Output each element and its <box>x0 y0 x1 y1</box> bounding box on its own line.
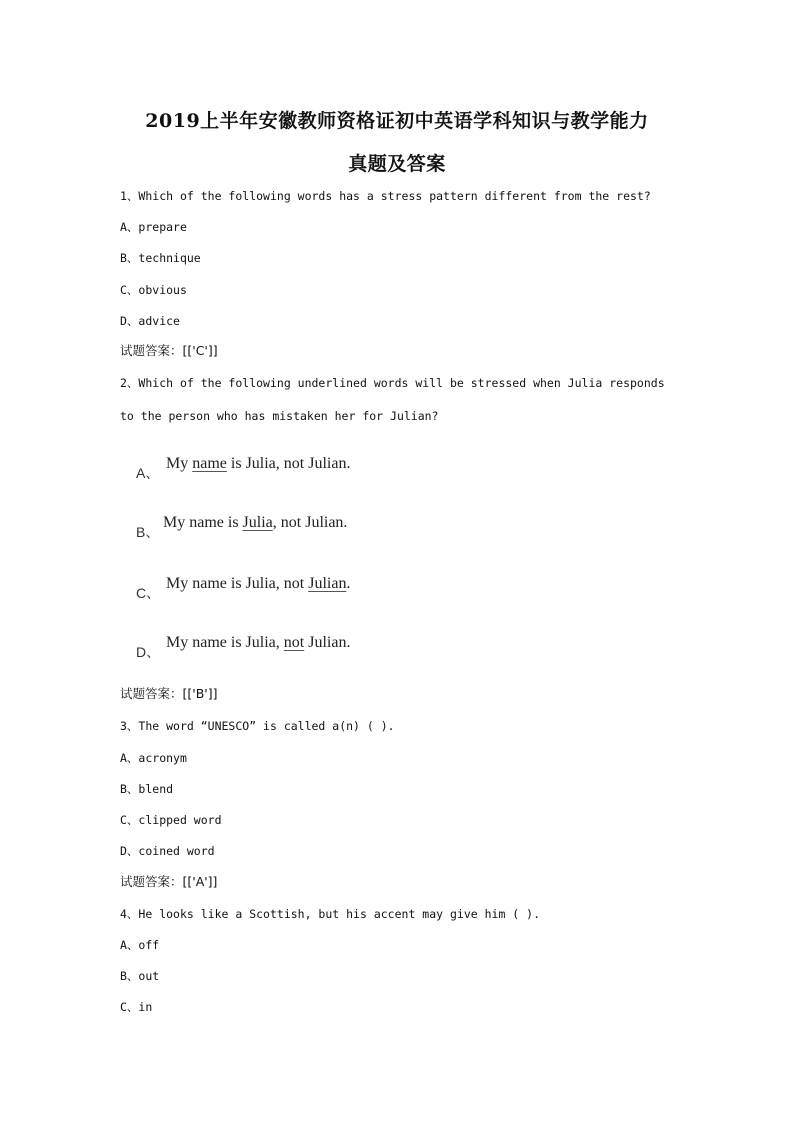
option-letter: B、 <box>136 524 160 540</box>
question-4-option-a: A、off <box>120 938 160 952</box>
document-title-line1: 2019上半年安徽教师资格证初中英语学科知识与教学能力 <box>145 110 649 132</box>
option-letter: D、 <box>136 644 161 660</box>
question-3-option-c: C、clipped word <box>120 813 222 827</box>
question-1-stem: 1、Which of the following words has a stress pattern different from the rest? <box>120 189 651 203</box>
question-4-option-c: C、in <box>120 1000 153 1014</box>
underlined-word: Julia <box>242 514 273 531</box>
option-letter: A、 <box>136 465 160 481</box>
option-sentence: My name is Julia, not Julian. <box>166 575 351 592</box>
option-letter: C、 <box>136 585 161 601</box>
question-3-option-d: D、coined word <box>120 844 215 858</box>
question-3-answer: 试题答案：[['A']] <box>120 874 218 889</box>
option-sentence: My name is Julia, not Julian. <box>166 634 351 651</box>
question-1-option-c: C、obvious <box>120 283 187 297</box>
question-4-stem: 4、He looks like a Scottish, but his accent may give him ( ). <box>120 907 540 921</box>
underlined-word: not <box>283 634 305 651</box>
question-1-option-b: B、technique <box>120 251 201 265</box>
question-4-option-b: B、out <box>120 969 160 983</box>
question-2-stem-line2: to the person who has mistaken her for Julian? <box>120 409 439 423</box>
question-2-stem-line1: 2、Which of the following underlined words will be stressed when Julia responds <box>120 376 665 390</box>
underlined-word: name <box>192 455 227 472</box>
question-1-option-d: D、advice <box>120 314 180 328</box>
option-sentence: My name is Julia, not Julian. <box>166 455 351 472</box>
underlined-word: Julian <box>308 575 347 592</box>
question-3-option-b: B、blend <box>120 782 174 796</box>
question-1-option-a: A、prepare <box>120 220 187 234</box>
question-1-answer: 试题答案：[['C']] <box>120 343 218 358</box>
question-3-stem: 3、The word “UNESCO” is called a(n) ( ). <box>120 719 395 733</box>
option-sentence: My name is Julia, not Julian. <box>163 514 348 531</box>
document-title-line2: 真题及答案 <box>348 153 446 175</box>
question-2-answer: 试题答案：[['B']] <box>120 686 218 701</box>
question-3-option-a: A、acronym <box>120 751 187 765</box>
